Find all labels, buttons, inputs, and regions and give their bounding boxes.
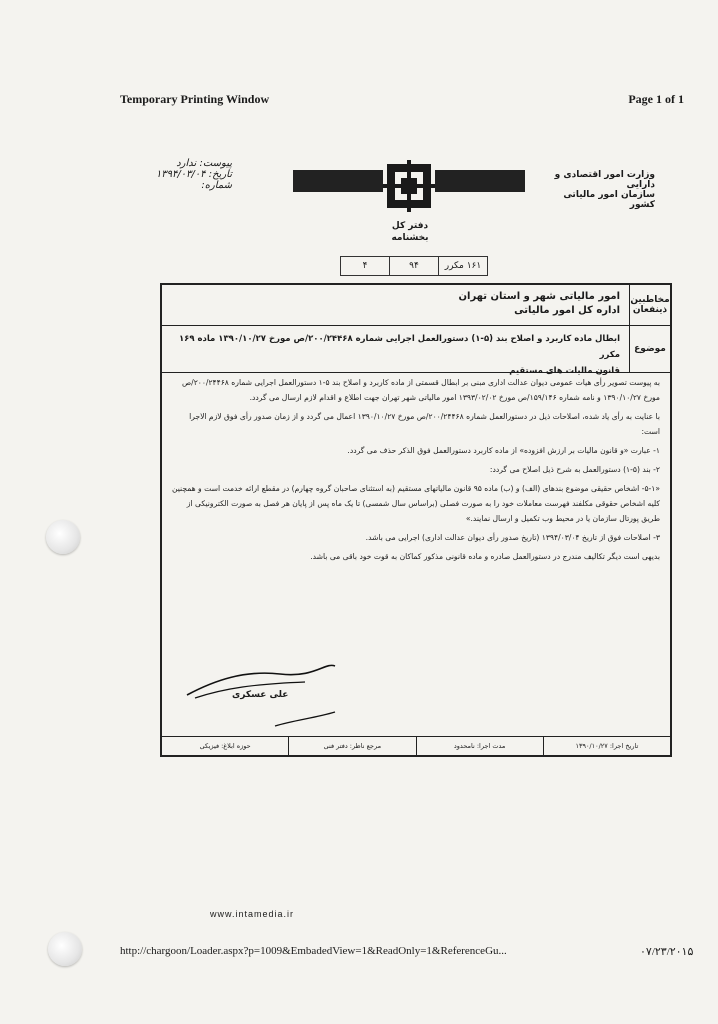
ministry-line: وزارت امور اقتصادی و دارایی	[554, 170, 655, 190]
site-watermark: www.intamedia.ir	[210, 909, 295, 919]
ministry-line: سازمان امور مالیاتی کشور	[563, 190, 655, 210]
body-paragraph: «۵-۱- اشخاص حقیقی موضوع بندهای (الف) و (ب) ماده ۹۵ قانون مالیاتهای مستقیم (به استثنای صاحبان گروه چهارم) در مقطع ارائه خدمت است و همچنین کلیه اشخاص حقوقی مکلفند فهرست معاملات خود را به صورت فصلی (براساس سال شمسی) تا یک ماه پس از پایان هر فصل به صورت الکترونیکی از طریق پورتال سازمان یا در محیط وب تکمیل و ارسال نمایند.»	[171, 484, 660, 523]
footer-url: http://chargoon/Loader.aspx?p=1009&EmbadedView=1&ReadOnly=1&ReferenceGu...	[120, 945, 507, 957]
body-paragraph: با عنایت به رأی یاد شده، اصلاحات ذیل در دستورالعمل شماره ۲۰۰/۲۴۴۶۸/ص مورخ ۱۳۹۰/۱۰/۲۷ اعمال می گردد و از زمان صدور رأی فوق لازم الاجرا است:	[189, 412, 660, 436]
circular-number-box	[340, 256, 488, 276]
caption-line: بخشنامه	[391, 233, 429, 243]
note-line: تاریخ: ۱۳۹۴/۰۳/۰۴	[155, 169, 232, 180]
print-window-title: Temporary Printing Window	[120, 92, 270, 106]
subject-row	[162, 326, 670, 376]
recipient-row	[162, 285, 670, 326]
body-paragraph: ۳- اصلاحات فوق از تاریخ ۱۳۹۴/۰۳/۰۴ (تاریخ صدور رأی دیوان عدالت اداری) اجرایی می باشد.	[365, 533, 660, 542]
note-line: پیوست: ندارد	[176, 158, 232, 169]
body-paragraph: ۲- بند (۵-۱) دستورالعمل به شرح ذیل اصلاح می گردد:	[489, 465, 660, 474]
subject-line: قانون مالیات های مستقیم	[509, 366, 620, 376]
footer-cell: مدت اجرا: نامحدود	[416, 737, 543, 755]
body-paragraph: به پیوست تصویر رأی هیات عمومی دیوان عدالت اداری مبنی بر ابطال قسمتی از ماده کاربرد و اصلاح بند ۵-۱ دستورالعمل اجرایی شماره ۲۰۰/۲۴۴۶۸/ص مورخ ۱۳۹۰/۱۰/۲۷ و نامه شماره ۱۵۹/۱۴۶/ص مورخ ۱۳۹۳/۰۲/۰۲ امور مالیاتی شهر تهران جهت اطلاع و اقدام لازم ارسال می گردد.	[181, 378, 660, 402]
recipient-line: اداره کل امور مالیاتی	[514, 305, 620, 316]
caption-line: دفتر کل	[391, 221, 429, 231]
number-cell: ۴	[362, 261, 368, 271]
emblem-bar-left	[293, 170, 383, 192]
emblem-bar-right	[435, 170, 525, 192]
recipient-label: مخاطبین ذینفعان	[629, 285, 670, 325]
body-paragraph: ۱- عبارت «و قانون مالیات بر ارزش افزوده» از ماده کاربرد دستورالعمل فوق الذکر حذف می گردد.	[347, 446, 660, 455]
note-line: شماره:	[201, 180, 232, 191]
form-footer-row	[162, 736, 670, 755]
emblem-logo-icon	[383, 160, 435, 218]
footer-cell: تاریخ اجرا: ۱۳۹۰/۱۰/۲۷	[543, 737, 670, 755]
punch-hole	[46, 520, 80, 554]
letterhead-note	[140, 158, 232, 191]
punch-hole	[48, 932, 82, 966]
body-paragraph: بدیهی است دیگر تکالیف مندرج در دستورالعمل صادره و ماده قانونی مذکور کماکان به قوت خود باقی می باشد.	[310, 552, 660, 561]
circular-body	[170, 375, 660, 568]
subject-label: موضوع	[629, 326, 670, 372]
recipient-text	[168, 290, 620, 318]
subject-line: ابطال ماده کاربرد و اصلاح بند (۵-۱) دستورالعمل اجرایی شماره ۲۰۰/۲۴۴۶۸/ص مورخ ۱۳۹۰/۱۰/۲۷ ماده ۱۶۹ مکرر	[178, 334, 620, 360]
recipient-line: امور مالیاتی شهر و استان تهران	[458, 291, 620, 302]
footer-date: ۰۷/۲۳/۲۰۱۵	[640, 946, 694, 958]
subject-text	[168, 331, 620, 379]
footer-cell: حوزه ابلاغ: فیزیکی	[199, 742, 251, 750]
signatory-name: علی عسکری	[232, 690, 289, 700]
page-indicator: Page 1 of 1	[628, 92, 684, 106]
emblem-caption	[380, 220, 440, 244]
number-cell: ۹۴	[389, 257, 438, 275]
footer-cell: مرجع ناظر: دفتر فنی	[288, 737, 415, 755]
number-cell: ۱۶۱ مکرر	[438, 257, 487, 275]
letterhead-ministry	[545, 170, 655, 210]
